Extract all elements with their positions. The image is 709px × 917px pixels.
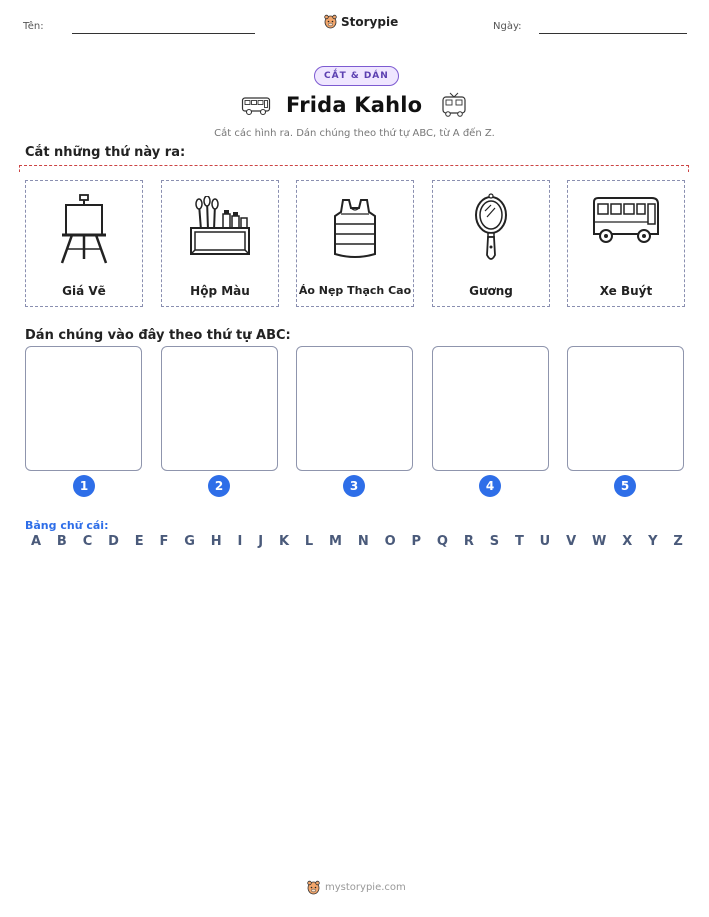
paint-box-icon (162, 189, 278, 269)
alphabet-title: Bảng chữ cái: (25, 519, 109, 532)
bus-decor-icon (241, 96, 271, 120)
alphabet-letter: J (258, 534, 264, 549)
alphabet-letter: C (82, 534, 93, 549)
paste-slot-3[interactable] (296, 346, 413, 471)
slot-number-3: 3 (343, 475, 365, 497)
alphabet-row (31, 534, 683, 549)
hand-mirror-icon (433, 189, 549, 269)
page-title: Frida Kahlo (286, 93, 423, 117)
cut-line (19, 165, 689, 172)
brand-logo (324, 14, 398, 29)
paste-slot-5[interactable] (567, 346, 684, 471)
paste-slot-4[interactable] (432, 346, 549, 471)
cut-card-plaster-corset[interactable] (296, 180, 414, 307)
paste-slot-2[interactable] (161, 346, 278, 471)
alphabet-letter: V (566, 534, 577, 549)
alphabet-letter: B (56, 534, 67, 549)
cut-section-title: Cắt những thứ này ra: (25, 145, 186, 160)
alphabet-letter: U (539, 534, 551, 549)
paste-section-title: Dán chúng vào đây theo thứ tự ABC: (25, 328, 291, 343)
cut-card-paint-box[interactable] (161, 180, 279, 307)
brand-name: Storypie (341, 14, 399, 29)
alphabet-letter: W (592, 534, 607, 549)
footer-url[interactable]: mystorypie.com (325, 882, 406, 893)
alphabet-letter: I (237, 534, 243, 549)
alphabet-letter: F (159, 534, 169, 549)
cut-card-easel[interactable] (25, 180, 143, 307)
alphabet-letter: Q (436, 534, 448, 549)
alphabet-letter: L (304, 534, 314, 549)
paste-slot-1[interactable] (25, 346, 142, 471)
alphabet-letter: P (411, 534, 422, 549)
bus-icon (568, 181, 684, 261)
slot-number-5: 5 (614, 475, 636, 497)
name-label: Tên: (23, 21, 44, 32)
storypie-mascot-icon (307, 880, 320, 895)
alphabet-letter: D (108, 534, 119, 549)
alphabet-letter: M (329, 534, 342, 549)
instructions: Cắt các hình ra. Dán chúng theo thứ tự ABC, từ A đến Z. (214, 128, 495, 139)
cut-card-hand-mirror[interactable] (432, 180, 550, 307)
alphabet-letter: K (278, 534, 290, 549)
slot-number-1: 1 (73, 475, 95, 497)
easel-icon (26, 189, 142, 269)
card-label: Gương (469, 284, 513, 298)
activity-badge: CẮT & DÁN (314, 66, 399, 86)
alphabet-letter: H (210, 534, 222, 549)
alphabet-letter: E (134, 534, 144, 549)
cut-card-bus[interactable] (567, 180, 685, 307)
footer (307, 880, 406, 895)
card-label: Xe Buýt (599, 284, 653, 298)
card-label: Giá Vẽ (62, 284, 106, 298)
storypie-mascot-icon (324, 14, 337, 29)
name-line[interactable] (72, 33, 255, 34)
date-label: Ngày: (493, 21, 522, 32)
alphabet-letter: N (357, 534, 369, 549)
alphabet-letter: T (514, 534, 524, 549)
alphabet-letter: R (463, 534, 474, 549)
alphabet-letter: O (384, 534, 396, 549)
alphabet-letter: Y (648, 534, 658, 549)
alphabet-letter: X (622, 534, 633, 549)
alphabet-letter: S (489, 534, 500, 549)
slot-number-4: 4 (479, 475, 501, 497)
tram-decor-icon (440, 92, 468, 122)
date-line[interactable] (539, 33, 687, 34)
alphabet-letter: A (31, 534, 42, 549)
slot-number-2: 2 (208, 475, 230, 497)
plaster-corset-icon (297, 189, 413, 269)
alphabet-letter: Z (673, 534, 683, 549)
card-label: Áo Nẹp Thạch Cao (298, 284, 412, 297)
card-label: Hộp Màu (190, 284, 250, 298)
alphabet-letter: G (184, 534, 195, 549)
